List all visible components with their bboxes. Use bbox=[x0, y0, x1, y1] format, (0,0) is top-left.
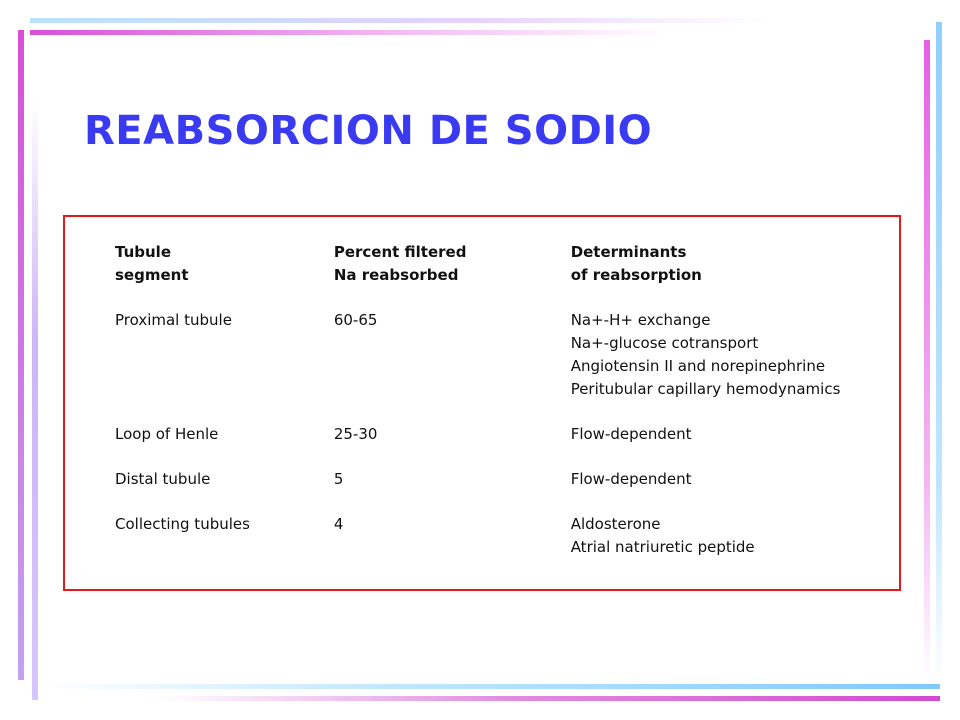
determinant-line: Flow-dependent bbox=[570, 470, 692, 488]
table-row bbox=[115, 309, 899, 423]
table-row bbox=[115, 423, 899, 468]
frame-bar-right-magenta bbox=[924, 40, 930, 680]
cell-determinants bbox=[571, 423, 899, 468]
cell-percent: 60-65 bbox=[333, 311, 378, 329]
cell-percent: 25-30 bbox=[333, 425, 378, 443]
table-header-row bbox=[115, 241, 899, 309]
header-line: Tubule bbox=[115, 243, 171, 261]
table-row bbox=[115, 468, 899, 513]
cell-percent: 5 bbox=[333, 470, 344, 488]
frame-bar-bottom-magenta bbox=[160, 696, 940, 701]
frame-bar-top-magenta bbox=[30, 30, 670, 35]
header-line: Percent filtered bbox=[333, 243, 467, 261]
sodium-reabsorption-table bbox=[115, 241, 899, 581]
header-line: Determinants bbox=[570, 243, 687, 261]
cell-determinants bbox=[571, 468, 899, 513]
frame-bar-left-lavender bbox=[32, 100, 38, 700]
cell-segment: Collecting tubules bbox=[115, 515, 250, 533]
cell-segment: Loop of Henle bbox=[115, 425, 219, 443]
frame-bar-top-light bbox=[30, 18, 770, 23]
determinant-line: Na+-glucose cotransport bbox=[570, 334, 759, 352]
header-tubule-segment bbox=[115, 241, 334, 309]
determinant-line: Na+-H+ exchange bbox=[570, 311, 711, 329]
determinant-line: Aldosterone bbox=[570, 515, 661, 533]
determinant-line: Peritubular capillary hemodynamics bbox=[570, 380, 841, 398]
table-panel bbox=[63, 215, 901, 591]
slide-title: REABSORCION DE SODIO bbox=[84, 108, 653, 154]
header-percent-filtered bbox=[334, 241, 571, 309]
cell-segment: Distal tubule bbox=[115, 470, 211, 488]
header-line: of reabsorption bbox=[570, 266, 702, 284]
frame-bar-bottom-blue bbox=[40, 684, 940, 689]
table-row bbox=[115, 513, 899, 581]
header-line: segment bbox=[115, 266, 189, 284]
cell-determinants bbox=[571, 513, 899, 581]
header-determinants bbox=[571, 241, 899, 309]
determinant-line: Flow-dependent bbox=[570, 425, 692, 443]
frame-bar-right-blue bbox=[936, 22, 942, 682]
cell-segment: Proximal tubule bbox=[115, 311, 232, 329]
header-line: Na reabsorbed bbox=[333, 266, 459, 284]
determinant-line: Atrial natriuretic peptide bbox=[570, 538, 755, 556]
cell-determinants bbox=[571, 309, 899, 423]
determinant-line: Angiotensin II and norepinephrine bbox=[570, 357, 826, 375]
frame-bar-left-magenta bbox=[18, 30, 24, 680]
cell-percent: 4 bbox=[333, 515, 344, 533]
